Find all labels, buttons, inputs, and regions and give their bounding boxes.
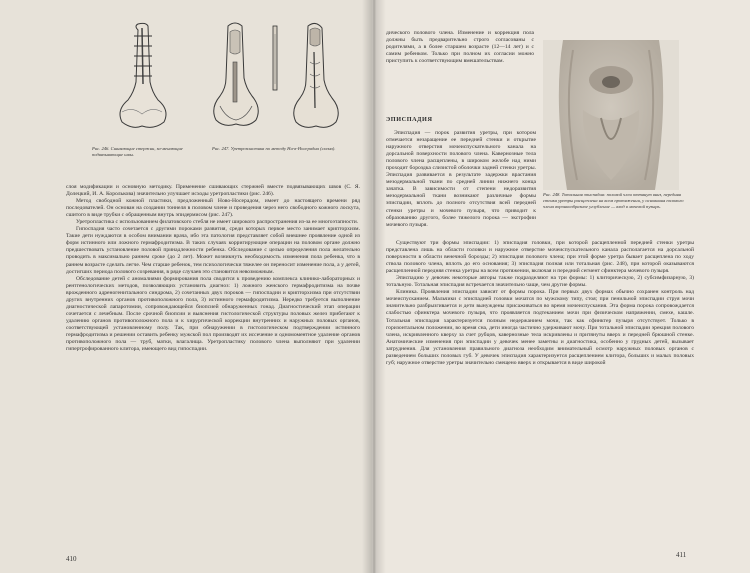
figure-246-illustration: [98, 22, 188, 132]
right-page-body: [386, 240, 694, 367]
figure-248-photo-image: [543, 40, 679, 190]
figure-247-illustration-b: [284, 22, 344, 132]
body-paragraph: Гипоспадия часто сочетается с другими пороками развития, среди которых первое место занимает крипторхизм. Такие дети нуждаются в особом внимании врача, ибо эта патология представляет собой внешнее проявление одной из форм истинного или ложного гермафродитизма. В таких случаях корригирующие операции на половом органе должно предшествовать установление половой принадлежности ребенка. Обследование с целью определения пола желательно проводить в максимально раннем сроке (до 2 лет). Может возникнуть необходимость изменения пола ребенка, что в раннем возрасте сделать легче. Чем старше ребенок, тем психологически тяжелее он переносит изменение пола, а у детей, достигших периода полового созревания, в ряде случаев это становится невозможным.: [66, 226, 360, 275]
right-intro-paragraph: [386, 130, 536, 229]
figure-246-caption: Рис. 246. Сшивающие стержни, за-менающие подвязывающие швы.: [92, 146, 183, 158]
figure-247-caption: Рис. 247. Уретропластика по методу Ни-в-Носерадна (схема).: [212, 146, 336, 151]
right-page-number: 411: [676, 551, 687, 559]
body-paragraph: Существуют три формы эписпадии: 1) эписпадия головки, при которой расщепленной передней стенки уретры представлена лишь на области головки и наружное отверстие мочеиспускательного канала располагается на дорсальной поверхности в области венечной борозды; 2) эписпадия полового члена; при этой форме уретра бывает расщеплена по ходу ствола полового члена, вплоть до его основания; 3) эписпадия полная или тотальная (рис. 248), при которой оказываются расщепленной передняя стенка уретры на всем протяжении, включая и передний сегмент сфинктера мочевого пузыря.: [386, 240, 694, 275]
body-paragraph: Метод свободной кожной пластики, предложенный Ново-Носерадом, имеет до настоящего времени ряд последователей. Он основан на создании тоннеля в половом члене и проведения через него свободного кожного лоскута, сшитого в виде трубки с обращенным внутрь эпидермисом (рис. 247).: [66, 198, 360, 219]
right-top-paragraph: дического полового члена. Изменение и коррекция пола должны быть предварительно строго согласованы с родителями, а в более старшем возрасте (12—14 лет) и с самим ребенком. Только при полном их согласии можно приступить к соответствующим вмешательствам.: [386, 30, 534, 65]
body-paragraph: Уретропластика с использованием филатовского стебля не имеет широкого распространения из-за ее многоэтапности.: [76, 219, 359, 226]
figure-248-photo: [543, 40, 679, 190]
body-paragraph: Обследование детей с аномалиями формирования пола сводится к проведению комплекса клинико-лабораторных и рентгенологических методов, позволяющих установить диагноз: 1) ложного женского гермафродитизма на почве врожденного адреногенитального синдрома, 2) сочетанных двух пороков — гипоспадии и крипторхизма при отсутствии других внутренних органов противоположного пола, 3) истинного гермафродитизма. Нередко требуется выполнение диагностической лапаротомии, сопровождающейся биопсией обнаруженных гонад. Диагностический этап операции сочетается с лечебным. После срочной биопсии и выяснения гистологической структуры половых желез прибегают к удалению органов противоположного пола и к хирургической коррекции внутренних и наружных половых органов, соответствующей установленному полу. Так, при обнаружении в гистологическом подтверждении истинного гермафродитизма и решении оставить ребенку мужской пол производят их иссечение и одномоментное удаление органов противоположного пола — труб, матки, влагалища. Уретропластику полового члена выполняют при удалении гипертрофированного клитора, имеющего вид гипоспадии.: [66, 275, 360, 353]
left-page: [0, 0, 372, 573]
book-gutter: [362, 0, 386, 573]
figure-248-caption: Рис. 248. Тотальная эписпадия: половой член оттянут вниз, передняя стенка уретры расщеплена на всем протяжении, у основания полового члена воронкообразное углубление — вход в мочевой пузырь.: [543, 192, 684, 210]
body-paragraph: Эписпадию у девочек некоторые авторы также подразделяют на три формы: 1) клиторическую, 2) субсимфизарную, 3) тотальную. Тотальная эписпадия встречается значительно чаще, чем другие формы.: [386, 275, 694, 289]
figure-row: [88, 22, 358, 142]
left-page-body: [66, 184, 360, 353]
figure-247-rod: [268, 24, 282, 94]
figure-247-illustration-a: [206, 22, 264, 132]
body-paragraph: Эписпадия — порок развития уретры, при котором отмечается незаращение ее передней стенки и открытие наружного отверстия мочеиспускательного канала на дорсальной поверхности полового члена. Кавернозные тела полового члена расщеплены, в широком желобе над ними проходит бороздка слизистой оболочки задней стенки уретры. Эписпадия развивается в результате задержки врастания мезодермальной ткани по средней линии нижнего конца зачатка. В зависимости от степени недоразвития мезодермальной ткани возникают различные формы эписпадии, вплоть до полного отсутствия всей передней стенки уретры и мочевого пузыря, что приводит к образованию другого, более тяжелого порока — экстрофии мочевого пузыря.: [386, 130, 536, 228]
body-paragraph: Клиника. Проявления эписпадии зависят от формы порока. При первых двух формах обычно сохранен контроль над мочеиспусканием. Мальчики с эписпадией головки мочатся по мужскому типу, стоя; при пенильной эписпадии струя мочи значительно разбрызгивается и дети вынуждены присаживаться во время мочеиспускания. Эта форма порока сопровождается слабостью сфинктера мочевого пузыря, что проявляется подтеканием мочи при физическом напряжении, смехе, кашле. Тотальная эписпадия характеризуется полным недержанием мочи, так как сфинктер пузыря отсутствует. Только в горизонтальном положении, во время сна, дети иногда частично удерживают мочу. При тотальной эписпадии эрекция полового члена, искривленного кверху за счет рубцов, кавернозные тела искривлены и притянуты вверх и передней брюшной стенке. Анатомические изменения при эписпадии у девочек менее заметны и диагностика, особенно у грудных детей, вызывает затруднения. Для установления правильного диагноза необходим внимательный осмотр наружных половых органов с разведением больших половых губ. У девочек эписпадия характеризуется расщеплением клитора, больших и малых половых губ; наружное отверстие уретры значительно смещено вверх и открывается в виде широкой: [386, 289, 694, 366]
body-paragraph: слоя модификации и основную методику. Применение сшивающих стержней вместе подвязывающих швов (С. Я. Долецкий, И. А. Королькова) значительно улучшает исходы уретропластики (рис. 246).: [66, 184, 360, 198]
left-page-number: 410: [66, 555, 77, 563]
section-heading: ЭПИСПАДИЯ: [386, 116, 433, 123]
